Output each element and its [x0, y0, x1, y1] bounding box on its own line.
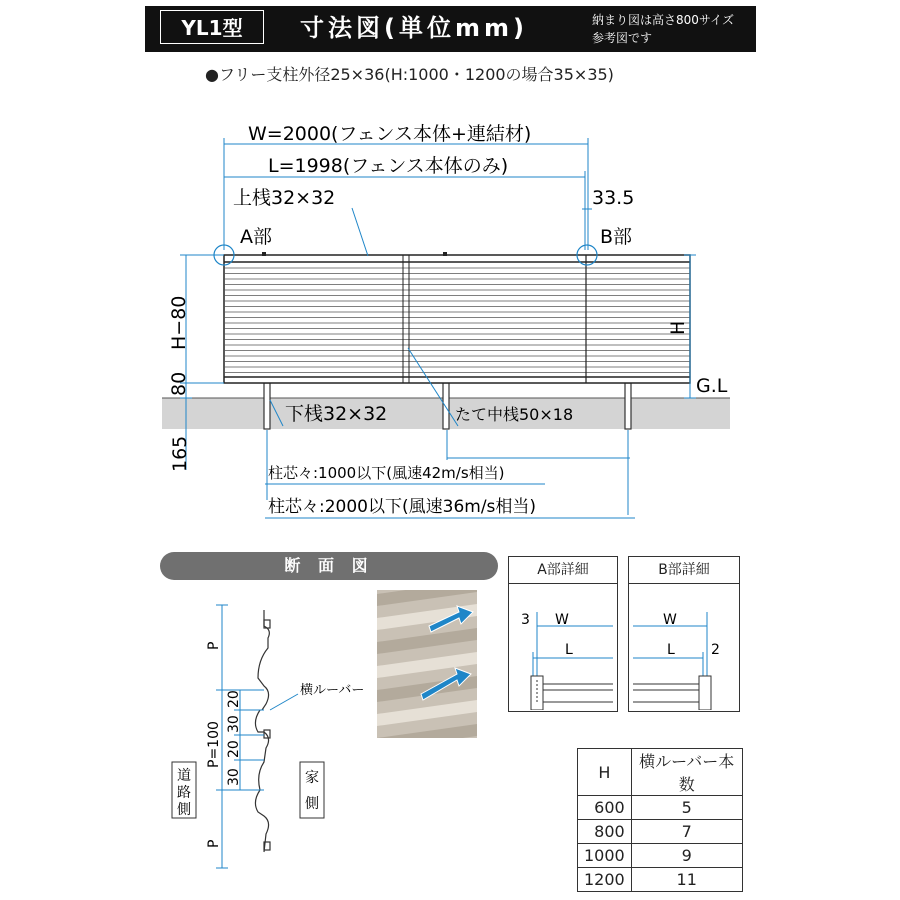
detail-b-l: L — [667, 642, 675, 658]
model-badge: YL1型 — [160, 10, 264, 44]
d20-label-2: 20 — [226, 740, 242, 758]
page-title: 寸法図(単位mm) — [300, 14, 528, 42]
h-label: H — [667, 320, 689, 335]
detail-a-box — [508, 556, 618, 712]
louver-count-table — [577, 748, 743, 892]
part-a-label: A部 — [240, 226, 272, 248]
detail-a-w: W — [555, 612, 569, 628]
table-row: 600 5 — [578, 796, 743, 820]
detail-b-drawing — [629, 584, 738, 710]
table-row: 1000 9 — [578, 844, 743, 868]
table-header-h: H — [578, 749, 632, 796]
d30-label-1: 30 — [226, 715, 242, 733]
h-minus-80-label: H−80 — [168, 295, 190, 350]
w-dimension-label: W=2000(フェンス本体+連結材) — [248, 123, 532, 145]
section-banner: 断 面 図 — [160, 552, 498, 580]
road-side-3: 側 — [177, 802, 191, 818]
p-label-top: P — [206, 641, 222, 650]
d30-label-2: 30 — [226, 768, 242, 786]
louver-label: 横ルーバー — [300, 683, 365, 698]
road-side-1: 道 — [177, 768, 191, 784]
post-pitch-1000-label: 柱芯々:1000以下(風速42m/s相当) — [268, 464, 505, 482]
louver-profile — [255, 610, 270, 852]
post-pitch-2000-label: 柱芯々:2000以下(風速36m/s相当) — [268, 497, 537, 517]
part-b-label: B部 — [600, 226, 633, 248]
detail-b-d2: 2 — [711, 642, 720, 658]
p-label-bottom: P — [206, 839, 222, 848]
table-header-row — [578, 749, 743, 796]
road-side-2: 路 — [177, 785, 191, 801]
detail-a-d3: 3 — [521, 612, 530, 628]
d20-label-1: 20 — [226, 690, 242, 708]
bottom-rail-label: 下桟32×32 — [285, 403, 388, 425]
fence-panel — [224, 255, 690, 383]
header-note-1: 納まり図は高さ800サイズ — [592, 13, 734, 27]
p100-label: P=100 — [206, 721, 222, 768]
top-rail-label: 上桟32×32 — [233, 187, 336, 209]
table-header-count: 横ルーバー本数 — [631, 749, 742, 796]
dim-33-5: 33.5 — [592, 187, 635, 209]
detail-b-box — [628, 556, 740, 712]
house-side-1: 家 — [305, 770, 319, 786]
gl-label: G.L — [696, 375, 728, 397]
gap-80-label: 80 — [168, 371, 190, 396]
detail-a-drawing — [509, 584, 616, 710]
table-row: 800 7 — [578, 820, 743, 844]
table-row: 1200 11 — [578, 868, 743, 892]
spec-note: ●フリー支柱外径25×36(H:1000・1200の場合35×35) — [205, 65, 614, 84]
house-side-2: 側 — [305, 796, 319, 812]
detail-b-title: B部詳細 — [629, 557, 739, 584]
embed-165-label: 165 — [169, 435, 191, 472]
header-note-2: 参考図です — [592, 31, 653, 45]
l-dimension-label: L=1998(フェンス本体のみ) — [268, 155, 509, 177]
detail-a-l: L — [565, 642, 573, 658]
detail-a-title: A部詳細 — [509, 557, 617, 584]
mid-post-label: たて中桟50×18 — [455, 405, 574, 424]
louver-illustration — [377, 590, 477, 738]
detail-b-w: W — [663, 612, 677, 628]
